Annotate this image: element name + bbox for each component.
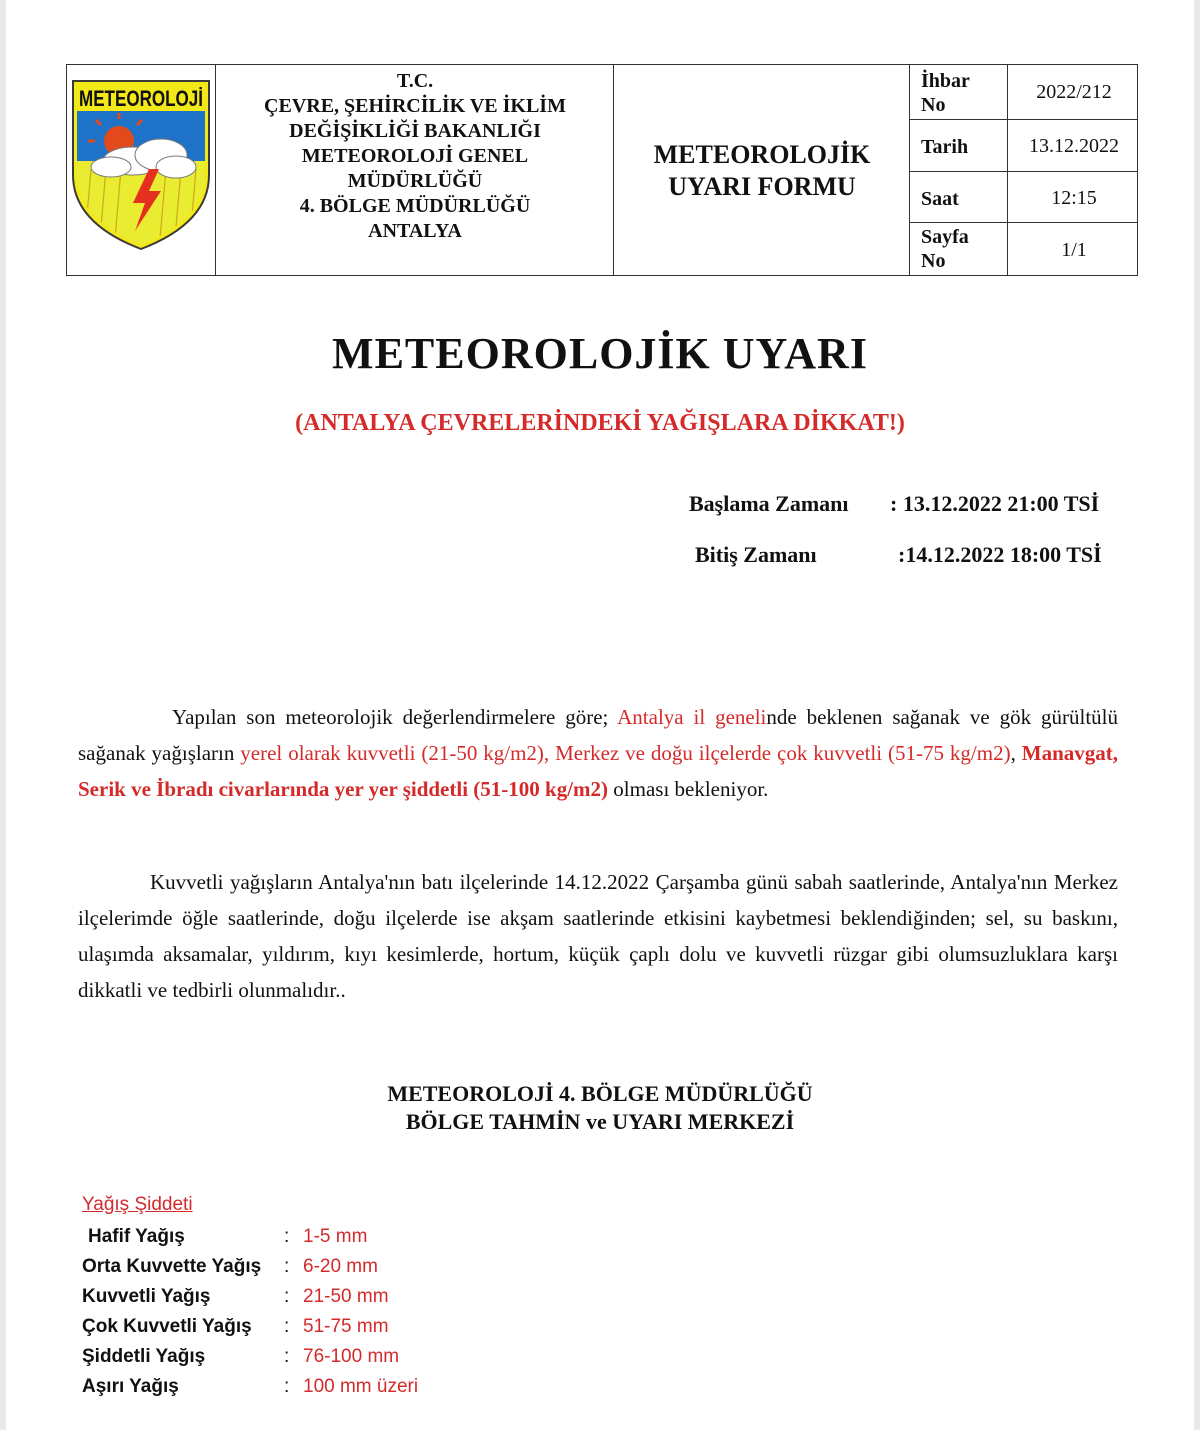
start-time-label: Başlama Zamanı: [689, 491, 849, 516]
meteoroloji-logo: [71, 79, 211, 249]
ministry-line: MÜDÜRLÜĞÜ: [347, 170, 483, 192]
issuer-footer: [6, 1080, 1194, 1136]
time-label: Saat: [921, 188, 959, 210]
start-time-value: : 13.12.2022 21:00 TSİ: [890, 491, 1100, 516]
intensity-scale-title: Yağış Şiddeti: [82, 1194, 193, 1215]
issuer-line: METEOROLOJİ 4. BÖLGE MÜDÜRLÜĞÜ: [387, 1081, 813, 1106]
svg-text:METEOROLOJİ: METEOROLOJİ: [79, 86, 203, 111]
ministry-line: T.C.: [396, 70, 434, 92]
form-title-line: METEOROLOJİK: [653, 140, 871, 169]
ministry-line: 4. BÖLGE MÜDÜRLÜĞÜ: [299, 195, 531, 217]
end-time-label: Bitiş Zamanı: [695, 542, 817, 567]
notice-no-label: İhbar No: [921, 70, 970, 116]
ministry-block: [217, 69, 613, 244]
page-no-value: 1/1: [1061, 239, 1087, 261]
date-value: 13.12.2022: [1029, 135, 1119, 157]
issuer-line: BÖLGE TAHMİN ve UYARI MERKEZİ: [405, 1109, 795, 1134]
ministry-line: DEĞİŞİKLİĞİ BAKANLIĞI: [289, 120, 541, 142]
document-page: METEOROLOJİ T.C. ÇEVRE, ŞEHİRCİLİK VE İKLİM DEĞİŞİKLİĞİ BAKANLIĞI METEOROLOJİ GENEL MÜDÜRLÜĞÜ 4. BÖLGE MÜDÜRLÜĞÜ ANTALYA METEOROLOJİK UYARI FORMU İhbar No 2022/212 Tarih 13.12.2022 Saat 12:15 Sayfa No 1/1 METEOROLOJİK UYARI (ANTALYA ÇEVRELERİNDEKİ YAĞIŞLARA DİKKAT!) Başlama Zamanı : 13.12.2022 21:00 TSİ Bitiş Zamanı :14.12.2022 18:00 TSİ Yapılan son meteorolojik değerlendirmelere göre; Antalya il genelinde beklenen sağanak ve gök gürültülü sağanak yağışların yerel olarak kuvvetli (21-50 kg/m2), Merkez ve doğu ilçelerde çok kuvvetli (51-75 kg/m2), Manavgat, Serik ve İbradı civarlarında yer yer şiddetli (51-100 kg/m2) olması bekleniyor. Kuvvetli yağışların Antalya'nın batı ilçelerinde 14.12.2022 Çarşamba günü sabah saatlerinde, Antalya'nın Merkez ilçelerimde öğle saatlerinde, doğu ilçelerde ise akşam saatlerinde etkisini kaybetmesi beklendiğinden; sel, su baskını, ulaşımda aksamalar, yıldırım, kıyı kesimlerde, hortum, küçük çaplı dolu ve kuvvetli rüzgar gibi olumsuzluklara karşı dikkatli ve tedbirli olunmalıdır.. METEOROLOJİ 4. BÖLGE MÜDÜRLÜĞÜ BÖLGE TAHMİN ve UYARI MERKEZİ Yağış Şiddeti Hafif Yağış : 1-5 mm Orta Kuvvette Yağış : 6-20 mm Kuvvetli Yağış : 21-50 mm Çok Kuvvetli Yağış : 51-75 mm Şiddetli Yağış : 76-100 mm Aşırı Yağış : 100 mm üzeri: [6, 0, 1194, 1430]
page-subtitle: (ANTALYA ÇEVRELERİNDEKİ YAĞIŞLARA DİKKAT!): [295, 410, 905, 436]
header-table: [66, 64, 1138, 276]
notice-no-value: 2022/212: [1036, 81, 1112, 103]
end-time-value: :14.12.2022 18:00 TSİ: [898, 542, 1102, 567]
time-value: 12:15: [1051, 187, 1097, 209]
warning-paragraph-2: Kuvvetli yağışların Antalya'nın batı ilçelerinde 14.12.2022 Çarşamba günü sabah saatlerinde, Antalya'nın Merkez ilçelerimde öğle saatlerinde, doğu ilçelerde ise akşam saatlerinde etkisini kaybetmesi beklendiğinden; sel, su baskını, ulaşımda aksamalar, yıldırım, kıyı kesimlerde, hortum, küçük çaplı dolu ve kuvvetli rüzgar gibi olumsuzluklara karşı dikkatli ve tedbirli olunmalıdır..: [78, 870, 1118, 1002]
ministry-line: ANTALYA: [368, 220, 462, 242]
page-title: METEOROLOJİK UYARI: [332, 329, 868, 378]
ministry-line: ÇEVRE, ŞEHİRCİLİK VE İKLİM: [264, 95, 566, 117]
date-label: Tarih: [921, 136, 969, 158]
ministry-line: METEOROLOJİ GENEL: [301, 145, 529, 167]
form-title-line: UYARI FORMU: [668, 172, 856, 201]
form-title: [615, 139, 909, 203]
page-no-label: Sayfa No: [921, 226, 969, 272]
warning-paragraph-1: Yapılan son meteorolojik değerlendirmelere göre; Antalya il genelinde beklenen sağanak ve gök gürültülü sağanak yağışların yerel olarak kuvvetli (21-50 kg/m2), Merkez ve doğu ilçelerde çok kuvvetli (51-75 kg/m2), Manavgat, Serik ve İbradı civarlarında yer yer şiddetli (51-100 kg/m2) olması bekleniyor.: [78, 705, 1119, 801]
